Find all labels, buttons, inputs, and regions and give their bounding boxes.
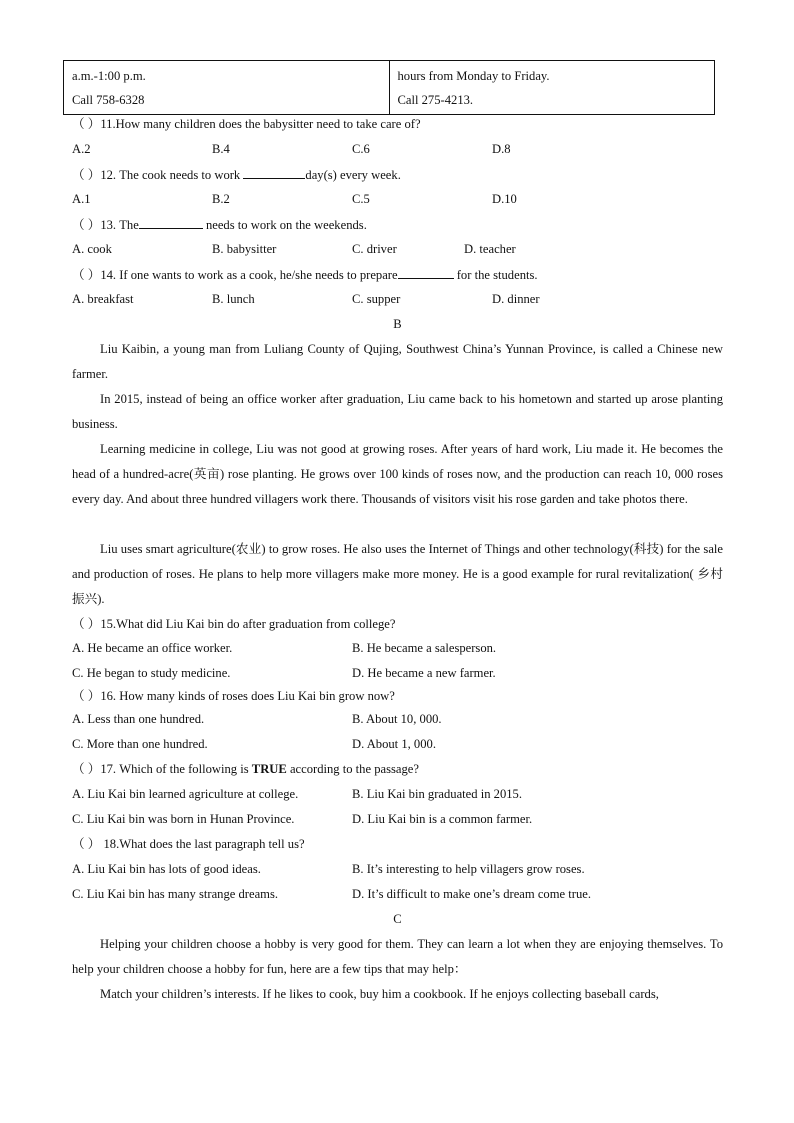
option-c: C. More than one hundred. (72, 737, 208, 751)
answer-blank (139, 216, 203, 229)
question-17-stem: （ ）17. Which of the following is TRUE according to the passage? (72, 762, 419, 776)
option-a: A. breakfast (72, 292, 134, 306)
table-cell-line: a.m.-1:00 p.m. (72, 69, 146, 83)
option-b: B.4 (212, 142, 230, 156)
table-cell-line: Call 758-6328 (72, 93, 145, 107)
option-d: D. dinner (492, 292, 540, 306)
answer-blank (398, 266, 454, 279)
option-c: C. He began to study medicine. (72, 666, 231, 680)
option-a: A.2 (72, 142, 91, 156)
section-b-paragraph-4: Liu uses smart agriculture(农业) to grow roses. He also uses the Internet of Things and other technology(科技) for the sale and production of roses. He plans to help more villagers make more money. He is a good example for rural revitalization( 乡村振兴). (72, 542, 723, 606)
question-11-stem: （ ）11.How many children does the babysitter need to take care of? (72, 117, 421, 131)
option-a: A. He became an office worker. (72, 641, 233, 655)
option-d: D. He became a new farmer. (352, 666, 496, 680)
job-ads-table (63, 60, 715, 115)
option-c: C.5 (352, 192, 370, 206)
section-b-heading: B (393, 317, 402, 331)
answer-blank (243, 166, 305, 179)
section-c-paragraph-1: Helping your children choose a hobby is very good for them. They can learn a lot when they are enjoying themselves. To help your children choose a hobby for fun, here are a few tips that may help： (72, 937, 723, 976)
option-c: C. Liu Kai bin was born in Hunan Province. (72, 812, 295, 826)
question-13-stem: （ ）13. The needs to work on the weekends. (72, 218, 367, 232)
option-d: D. About 1, 000. (352, 737, 436, 751)
question-12-stem: （ ）12. The cook needs to work day(s) every week. (72, 168, 401, 182)
question-14-stem: （ ）14. If one wants to work as a cook, he/she needs to prepare for the students. (72, 268, 538, 282)
option-a: A. Liu Kai bin learned agriculture at college. (72, 787, 299, 801)
option-c: C.6 (352, 142, 370, 156)
option-c: C. Liu Kai bin has many strange dreams. (72, 887, 279, 901)
option-b: B. It’s interesting to help villagers grow roses. (352, 862, 585, 876)
option-d: D. It’s difficult to make one’s dream come true. (352, 887, 591, 901)
option-d: D.10 (492, 192, 517, 206)
table-cell-line: Call 275-4213. (397, 93, 474, 107)
option-a: A. cook (72, 242, 112, 256)
option-d: D. Liu Kai bin is a common farmer. (352, 812, 533, 826)
question-16-stem: （ ）16. How many kinds of roses does Liu Kai bin grow now? (72, 689, 395, 703)
option-a: A. Less than one hundred. (72, 712, 205, 726)
option-b: B. He became a salesperson. (352, 641, 497, 655)
option-d: D.8 (492, 142, 511, 156)
option-c: C. supper (352, 292, 401, 306)
question-15-stem: （ ）15.What did Liu Kai bin do after graduation from college? (72, 617, 396, 631)
section-b-paragraph-1: Liu Kaibin, a young man from Luliang County of Qujing, Southwest China’s Yunnan Province, is called a Chinese new farmer. (72, 342, 723, 381)
option-a: A. Liu Kai bin has lots of good ideas. (72, 862, 261, 876)
section-c-heading: C (393, 912, 402, 926)
option-b: B. About 10, 000. (352, 712, 442, 726)
table-cell-line: hours from Monday to Friday. (397, 69, 550, 83)
option-b: B. Liu Kai bin graduated in 2015. (352, 787, 522, 801)
table-cell-left (64, 61, 390, 115)
emphasis-true: TRUE (251, 762, 287, 776)
section-b-paragraph-2: In 2015, instead of being an office worker after graduation, Liu came back to his hometown and started up arose planting business. (72, 392, 723, 431)
table-cell-right (389, 61, 715, 115)
option-c: C. driver (352, 242, 397, 256)
question-18-stem: （ ） 18.What does the last paragraph tell us? (72, 837, 305, 851)
option-b: B. lunch (212, 292, 255, 306)
section-b-paragraph-3: Learning medicine in college, Liu was not good at growing roses. After years of hard work, Liu made it. He becomes the head of a hundred-acre(英亩) rose planting. He grows over 100 kinds of roses now, and the production can reach 10, 000 roses every day. And about three hundred villagers work there. Thousands of visitors visit his rose garden and take photos there. (72, 442, 723, 506)
option-b: B. babysitter (212, 242, 277, 256)
option-b: B.2 (212, 192, 230, 206)
option-a: A.1 (72, 192, 91, 206)
table-row (64, 61, 715, 115)
option-d: D. teacher (464, 242, 516, 256)
section-c-paragraph-2: Match your children’s interests. If he likes to cook, buy him a cookbook. If he enjoys collecting baseball cards, (100, 987, 659, 1001)
